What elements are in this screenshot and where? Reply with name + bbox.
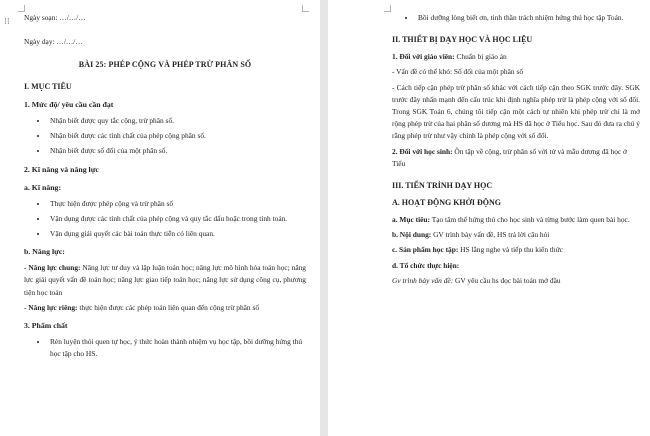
specific-competence-text: thực hiện được các phép toán liên quan đến cộng trừ phân số (77, 302, 260, 312)
content-label: b. Nội dung: (392, 230, 432, 240)
list-item: • Thực hiện được phép cộng và trừ phân số (48, 198, 306, 210)
date-prep: Ngày soạn: …/…/… (24, 13, 86, 22)
specific-competence-label: - Năng lực riêng: (24, 302, 78, 312)
subheading-requirements: 1. Mức độ/ yêu cầu cần đạt (24, 100, 114, 109)
list-item: • Vận dụng được các tính chất của phép cộng và quy tắc dấu hoặc trong tính toán. (48, 213, 306, 225)
list-item: • Nhận biết được các tính chất của phép cộng phân số. (48, 130, 306, 142)
subheading-qualities: 3. Phẩm chất (24, 321, 68, 331)
teacher-task-text: GV yêu cầu hs đọc bài toán mở đầu (453, 275, 561, 285)
qualities-list-continued (392, 12, 640, 24)
document-page-left (0, 0, 320, 436)
lesson-title: BÀI 25: PHÉP CỘNG VÀ PHÉP TRỪ PHÂN SỐ (78, 60, 252, 69)
qualities-list (24, 336, 306, 360)
objective-paragraph (392, 214, 640, 226)
teacher-prep-paragraph (392, 51, 640, 63)
general-competence-paragraph (24, 262, 306, 299)
margin-crop-mark (302, 5, 309, 12)
objective-label: a. Mục tiêu: (392, 215, 430, 225)
skills-list (24, 198, 306, 241)
list-item: • Bồi dưỡng lòng biết ơn, tinh thần trách nhiệm hứng thú học tập Toán. (416, 12, 640, 24)
organization-label: d. Tổ chức thực hiện: (392, 260, 460, 270)
subheading-competence: b. Năng lực: (24, 247, 65, 257)
student-prep-paragraph (392, 146, 640, 170)
subheading-skills-a: a. Kĩ năng: (24, 182, 62, 192)
content-paragraph (392, 229, 640, 241)
section-heading-objectives: I. MỤC TIÊU (24, 82, 72, 91)
organization-heading (392, 260, 640, 272)
list-item: • Rèn luyện thói quen tự học, ý thức hoàn thành nhiệm vụ học tập, bồi dưỡng hứng thú học tập cho HS. (48, 336, 306, 360)
student-prep-label: 2. Đối với học sinh: (392, 146, 453, 156)
specific-competence-paragraph (24, 302, 306, 314)
table-move-handle-icon[interactable]: ⁞⁞ (4, 17, 10, 27)
list-item: • Nhận biết được số đối của một phân số. (48, 145, 306, 157)
teacher-task-paragraph (392, 275, 640, 287)
teacher-task-label: Gv trình bày vấn đề: (392, 275, 454, 285)
document-page-right (328, 0, 650, 436)
margin-crop-mark (384, 5, 391, 12)
subheading-skills: 2. Kĩ năng và năng lực (24, 164, 99, 174)
date-teach: Ngày dạy: …/…/… (24, 37, 83, 46)
approach-note: - Cách tiếp cận phép trừ phân số khác với cách tiếp cận theo SGK trước đây. SGK trước đây nhấn mạnh đến cấu trúc khi định nghĩa phép trừ là phép cộng với số đối. Trong SGK Toán 6, chúng tôi tiếp cận một cách tự nhiên khi phép trừ chỉ là mở rộng phép trừ của hai phân số dương mà HS đã học ở Tiểu học. Sau đó đưa ra chú ý rằng phép trừ như vậy chính là phép cộng với số đối. (392, 82, 640, 141)
general-competence-text: Năng lực tư duy và lập luận toán học; năng lực mô hình hóa toán học; năng lực giải quyết vấn đề toán học; năng lực giao tiếp toán học; năng lực sử dụng công cụ, phương tiện học toán (24, 263, 306, 297)
difficulty-note: - Vấn đề có thể khó: Số đối của một phân số (392, 67, 524, 77)
content-text: GV trình bày vấn đề, HS trả lời câu hỏi (431, 230, 550, 240)
section-heading-process: III. TIẾN TRÌNH DẠY HỌC (392, 181, 493, 191)
product-label: c. Sản phẩm học tập: (392, 245, 459, 255)
product-paragraph (392, 244, 640, 256)
objective-text: Tạo tâm thế hứng thú cho học sinh và từng bước làm quen bài học. (429, 215, 630, 225)
list-item: • Nhận biết được quy tắc cộng, trừ phân số. (48, 115, 306, 127)
student-prep-text: Ôn tập về cộng, trừ phân số với tử và mẫu dương đã học ở Tiểu (392, 146, 627, 168)
general-competence-label: - Năng lực chung: (24, 263, 81, 273)
margin-crop-mark (18, 5, 25, 12)
teacher-prep-label: 1. Đối với giáo viên: (392, 52, 455, 62)
requirements-list (24, 115, 306, 158)
product-text: HS lắng nghe và tiếp thu kiến thức (458, 245, 563, 255)
activity-heading-warmup: A. HOẠT ĐỘNG KHỞI ĐỘNG (392, 198, 501, 208)
list-item: • Vận dụng giải quyết các bài toán thực tiễn có liên quan. (48, 228, 306, 240)
teacher-prep-text: Chuẩn bị giáo án (454, 52, 507, 62)
section-heading-equipment: II. THIẾT BỊ DẠY HỌC VÀ HỌC LIỆU (392, 35, 533, 45)
